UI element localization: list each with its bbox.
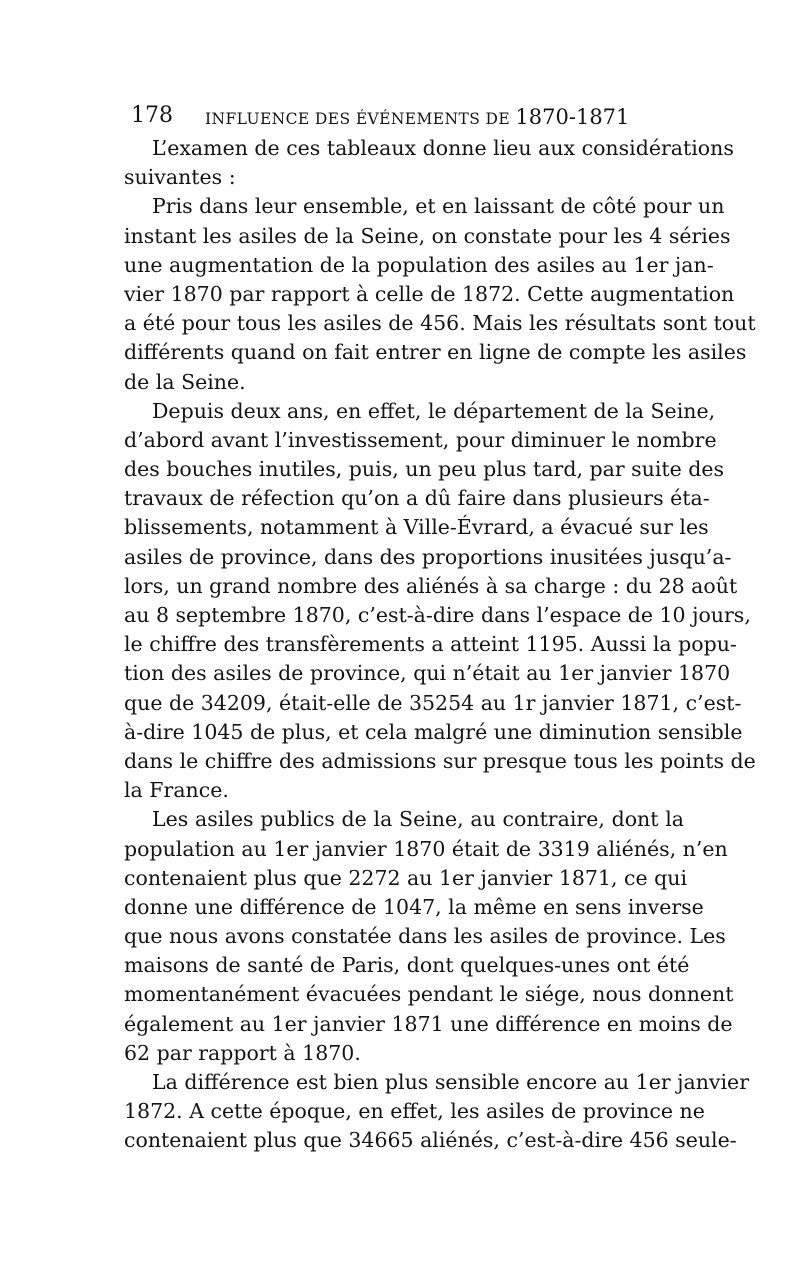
text-line: dans le chiffre des admissions sur presque tous les points de [124, 748, 756, 773]
text-line: instant les asiles de la Seine, on constate pour les 4 séries [124, 223, 731, 248]
text-line: 1872. A cette époque, en effet, les asiles de province ne [124, 1099, 705, 1124]
chapter-years: 1870-1871 [515, 105, 630, 129]
text-line: L’examen de ces tableaux donne lieu aux considérations [152, 136, 734, 160]
text-line: également au 1er janvier 1871 une différence en moins de [124, 1011, 733, 1036]
text-line: au 8 septembre 1870, c’est-à-dire dans l’espace de 10 jours, [124, 603, 751, 627]
text-line: tion des asiles de province, qui n’était au 1er janvier 1870 [124, 661, 731, 686]
text-line: que nous avons constatée dans les asiles de province. Les [124, 924, 726, 949]
chapter-title-text: INFLUENCE DES ÉVÉNEMENTS DE [205, 110, 516, 128]
text-line: vier 1870 par rapport à celle de 1872. Cette augmentation [124, 281, 735, 306]
paragraph [124, 397, 756, 806]
text-line: blissements, notamment à Ville-Évrard, a évacué sur les [124, 515, 709, 540]
page-number: 178 [131, 103, 173, 128]
text-line: Depuis deux ans, en effet, le département de la Seine, [152, 398, 716, 423]
text-line: population au 1er janvier 1870 était de 3319 aliénés, n’en [124, 836, 728, 861]
text-line: à-dire 1045 de plus, et cela malgré une diminution sensible [124, 719, 743, 744]
text-line: travaux de réfection qu’on a dû faire dans plusieurs éta- [124, 486, 710, 511]
text-line: a été pour tous les asiles de 456. Mais les résultats sont tout [124, 311, 756, 336]
text-line: 62 par rapport à 1870. [124, 1040, 361, 1065]
text-line: contenaient plus que 34665 aliénés, c’est-à-dire 456 seule- [124, 1128, 737, 1153]
text-line: donne une différence de 1047, la même en sens inverse [124, 894, 704, 919]
text-line: Les asiles publics de la Seine, au contraire, dont la [152, 807, 684, 832]
text-line: des bouches inutiles, puis, un peu plus tard, par suite des [124, 457, 725, 482]
chapter-title [205, 101, 629, 135]
text-line: de la Seine. [124, 369, 246, 394]
text-line: différents quand on fait entrer en ligne de compte les asiles [124, 340, 747, 365]
text-line: asiles de province, dans des proportions inusitées jusqu’a- [124, 544, 732, 569]
running-head [131, 100, 691, 132]
text-line: une augmentation de la population des asiles au 1er jan- [124, 252, 714, 277]
paragraph [124, 192, 756, 396]
paragraph [124, 1068, 749, 1156]
text-line: lors, un grand nombre des aliénés à sa charge : du 28 août [124, 573, 738, 598]
paragraph [124, 805, 734, 1068]
text-line: maisons de santé de Paris, dont quelques-unes ont été [124, 953, 690, 978]
text-line: le chiffre des transfèrements a atteint 1195. Aussi la popu- [124, 632, 737, 657]
text-line: d’abord avant l’investissement, pour diminuer le nombre [124, 427, 717, 452]
text-line: la France. [124, 778, 229, 803]
body-text [124, 134, 756, 1156]
text-line: La différence est bien plus sensible encore au 1er janvier [152, 1070, 749, 1094]
text-line: momentanément évacuées pendant le siége, nous donnent [124, 982, 734, 1007]
text-line: Pris dans leur ensemble, et en laissant de côté pour un [152, 194, 725, 219]
paragraph [124, 134, 734, 192]
text-line: que de 34209, était-elle de 35254 au 1r janvier 1871, c’est- [124, 690, 742, 715]
text-line: contenaient plus que 2272 au 1er janvier 1871, ce qui [124, 865, 688, 890]
text-line: suivantes : [124, 165, 236, 190]
